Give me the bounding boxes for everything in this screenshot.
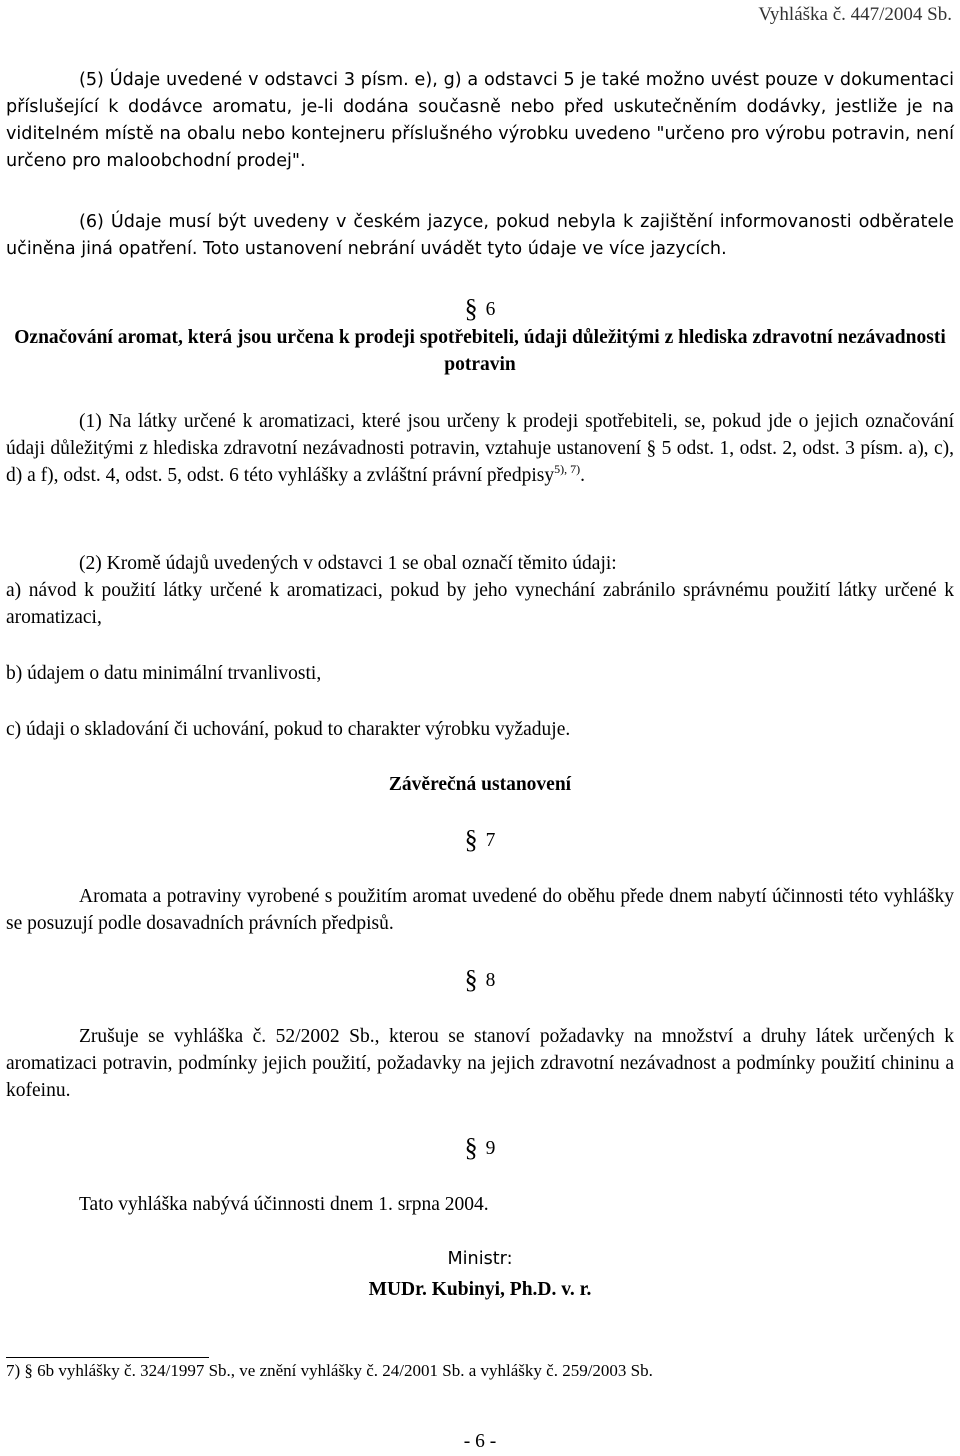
section-sign: § [464, 965, 478, 994]
section-8-heading [6, 966, 954, 994]
section-number: 9 [485, 1138, 496, 1159]
section-9-text: Tato vyhláška nabývá účinnosti dnem 1. srpna 2004. [79, 1194, 489, 1215]
running-header: Vyhláška č. 447/2004 Sb. [758, 4, 952, 25]
section-number: 8 [485, 970, 496, 991]
footnote-separator [6, 1357, 209, 1358]
section-sign: § [464, 825, 478, 854]
section-6-title: Označování aromat, která jsou určena k prodeji spotřebiteli, údaji důležitými z hlediska zdravotní nezávadnosti potravin [14, 327, 946, 375]
section-7-text: Aromata a potraviny vyrobené s použitím aromat uvedené do oběhu přede dnem nabytí účinnosti této vyhlášky se posuzují podle dosavadních právních předpisů. [6, 886, 954, 934]
list-item-a: a) návod k použití látky určené k aromatizaci, pokud by jeho vynechání zabránilo správnému použití látky určené k aromatizaci, [6, 580, 954, 628]
section-6-paragraph-1 [6, 408, 954, 489]
footnote: 7) § 6b vyhlášky č. 324/1997 Sb., ve znění vyhlášky č. 24/2001 Sb. a vyhlášky č. 259/2003 Sb. [6, 1361, 653, 1380]
page-number: - 6 - [463, 1431, 497, 1452]
paragraph-6: (6) Údaje musí být uvedeny v českém jazyce, pokud nebyla k zajištění informovanosti odběratele učiněna jiná opatření. Toto ustanovení nebrání uvádět tyto údaje ve více jazycích. [6, 212, 954, 259]
paragraph-end: . [580, 465, 585, 486]
list-item-c: c) údaji o skladování či uchování, pokud to charakter výrobku vyžaduje. [6, 719, 571, 740]
section-number: 7 [485, 830, 496, 851]
section-sign: § [464, 1133, 478, 1162]
section-6-paragraph-2: (2) Kromě údajů uvedených v odstavci 1 se obal označí těmito údaji: [79, 553, 617, 574]
paragraph-5: (5) Údaje uvedené v odstavci 3 písm. e), g) a odstavci 5 je také možno uvést pouze v dokumentaci příslušející k dodávce aromatu, je-li dodána současně nebo před uskutečněním dodávky, jestliže je na viditelném místě na obalu nebo kontejneru příslušného výrobku uvedeno "určeno pro výrobu potravin, není určeno pro maloobchodní prodej". [6, 70, 954, 171]
list-item-b: b) údajem o datu minimální trvanlivosti, [6, 663, 322, 684]
section-6-heading [6, 295, 954, 323]
section-7-heading [6, 826, 954, 854]
final-provisions-heading: Závěrečná ustanovení [388, 774, 572, 795]
signature-name: MUDr. Kubinyi, Ph.D. v. r. [368, 1279, 592, 1300]
paragraph-text: (1) Na látky určené k aromatizaci, které jsou určeny k prodeji spotřebiteli, se, pokud jde o jejich označování údaji důležitými z hlediska zdravotní nezávadnosti potravin, vztahuje ustanovení § 5 odst. 1, odst. 2, odst. 3 písm. a), c), d) a f), odst. 4, odst. 5, odst. 6 této vyhlášky a zvláštní právní předpisy [6, 411, 954, 486]
section-sign: § [464, 294, 478, 323]
signature-role: Ministr: [447, 1249, 513, 1269]
section-9-heading [6, 1134, 954, 1162]
footnote-ref: 5), 7) [554, 462, 581, 476]
section-number: 6 [485, 299, 496, 320]
section-8-text: Zrušuje se vyhláška č. 52/2002 Sb., kterou se stanoví požadavky na množství a druhy látek určených k aromatizaci potravin, podmínky jejich použití, požadavky na jejich zdravotní nezávadnost a podmínky použití chininu a kofeinu. [6, 1026, 954, 1101]
